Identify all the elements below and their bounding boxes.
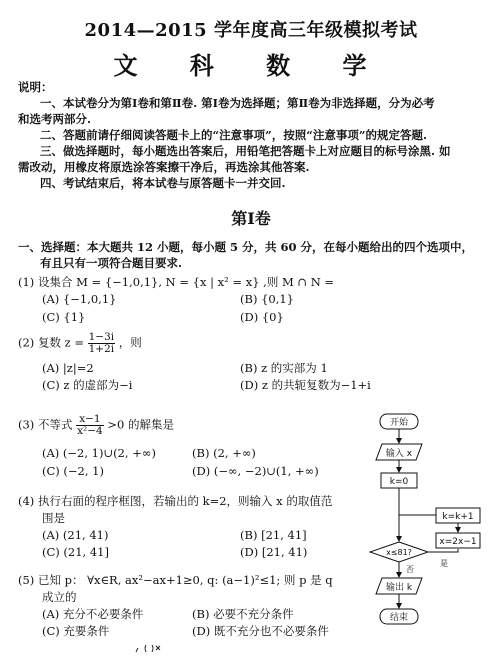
question-4-option-b: (B) [21, 41] xyxy=(240,528,307,542)
question-2-stem xyxy=(18,332,142,355)
question-3-option-b: (B) (2, +∞) xyxy=(192,446,256,460)
question-4-option-c: (C) (21, 41] xyxy=(42,545,109,559)
instruction-line-2: 和选考两部分. xyxy=(18,112,92,126)
question-4-stem-line-2: 围是 xyxy=(42,511,65,525)
question-2-stem-post: ，则 xyxy=(118,335,142,350)
question-2-option-b: (B) z 的实部为 1 xyxy=(240,361,328,375)
flow-input-label: 输入 x xyxy=(385,449,413,459)
flow-yes-label: 是 xyxy=(440,559,448,568)
instruction-line-3: 二、答题前请仔细阅读答题卡上的“注意事项”，按照“注意事项”的规定答题. xyxy=(40,128,427,142)
flow-update-k-label: k=k+1 xyxy=(442,512,474,522)
flow-condition-label: x≤81? xyxy=(386,548,412,557)
flow-init-label: k=0 xyxy=(389,477,409,487)
flow-start-label: 开始 xyxy=(389,418,409,428)
instruction-line-5: 需改动，用橡皮将原选涂答案擦干净后，再选涂其他答案. xyxy=(18,160,310,174)
question-3-fraction xyxy=(76,414,104,437)
question-4-stem-line-1: (4) 执行右面的程序框图，若输出的 k=2，则输入 x 的取值范 xyxy=(18,494,333,508)
question-5-option-c: (C) 充要条件 xyxy=(42,624,110,638)
question-3-option-a: (A) (−2, 1)∪(2, +∞) xyxy=(42,446,156,460)
subject-title: 文 科 数 学 xyxy=(113,51,389,80)
question-2-denominator: 1+2i xyxy=(88,343,115,355)
question-5-stem-line-2: 成立的 xyxy=(42,590,77,604)
question-2-stem-pre: (2) 复数 z = xyxy=(18,335,84,350)
question-2-option-c: (C) z 的虚部为−i xyxy=(42,378,133,392)
question-2-option-d: (D) z 的共轭复数为−1+i xyxy=(240,378,371,392)
question-1-stem: (1) 设集合 M = {−1,0,1}, N = {x | x² = x} ,则 M ∩ N = xyxy=(18,275,335,289)
question-3-stem xyxy=(18,414,174,437)
exam-title: 2014—2015 学年度高三年级模拟考试 xyxy=(84,20,418,41)
question-3-denominator: x²−4 xyxy=(77,425,103,437)
flow-no-label: 否 xyxy=(406,565,414,574)
part-heading-line-2: 有且只有一项符合题目要求. xyxy=(40,256,183,270)
instruction-line-4: 三、做选择题时，每小题选出答案后，用铅笔把答题卡上对应题目的标号涂黑. 如 xyxy=(40,144,451,158)
part-heading-line-1: 一、选择题：本大题共 12 小题，每小题 5 分，共 60 分，在每小题给出的四个选项中， xyxy=(18,240,474,254)
question-4-option-d: (D) [21, 41) xyxy=(240,545,308,559)
instructions-label: 说明： xyxy=(18,80,53,94)
program-flowchart xyxy=(352,410,492,635)
flow-output-label: 输出 k xyxy=(385,583,413,593)
question-3-numerator: x−1 xyxy=(76,414,104,426)
question-5-option-b: (B) 必要不充分条件 xyxy=(192,607,294,621)
instruction-line-6: 四、考试结束后，将本试卷与原答题卡一并交回. xyxy=(40,176,286,190)
section-title: 第Ⅰ卷 xyxy=(231,209,271,228)
flow-end-label: 结束 xyxy=(389,613,409,623)
fragment-glyph xyxy=(130,642,170,653)
question-5-stem-line-1: (5) 已知 p： ∀x∈R, ax²−ax+1≥0, q: (a−1)²≤1; 则 p 是 q xyxy=(18,573,333,587)
instruction-line-1: 一、本试卷分为第Ⅰ卷和第Ⅱ卷. 第Ⅰ卷为选择题；第Ⅱ卷为非选择题，分为必考 xyxy=(40,96,435,110)
question-2-numerator: 1−3i xyxy=(88,331,115,343)
question-1-option-a: (A) {−1,0,1} xyxy=(42,292,117,306)
question-2-option-a: (A) |z|=2 xyxy=(42,361,94,375)
question-2-fraction xyxy=(88,332,116,355)
question-1-option-d: (D) {0} xyxy=(240,310,284,324)
question-3-option-d: (D) (−∞, −2)∪(1, +∞) xyxy=(192,464,319,478)
flow-update-x-label: x=2x−1 xyxy=(439,537,477,547)
question-5-option-a: (A) 充分不必要条件 xyxy=(42,607,144,621)
question-4-option-a: (A) (21, 41) xyxy=(42,528,109,542)
question-3-stem-pre: (3) 不等式 xyxy=(18,417,73,432)
question-3-stem-post: >0 的解集是 xyxy=(107,417,174,432)
question-1-option-b: (B) {0,1} xyxy=(240,292,295,306)
question-5-option-d: (D) 既不充分也不必要条件 xyxy=(192,624,329,638)
next-question-fragment xyxy=(130,642,170,656)
question-1-option-c: (C) {1} xyxy=(42,310,86,324)
question-3-option-c: (C) (−2, 1) xyxy=(42,464,104,478)
